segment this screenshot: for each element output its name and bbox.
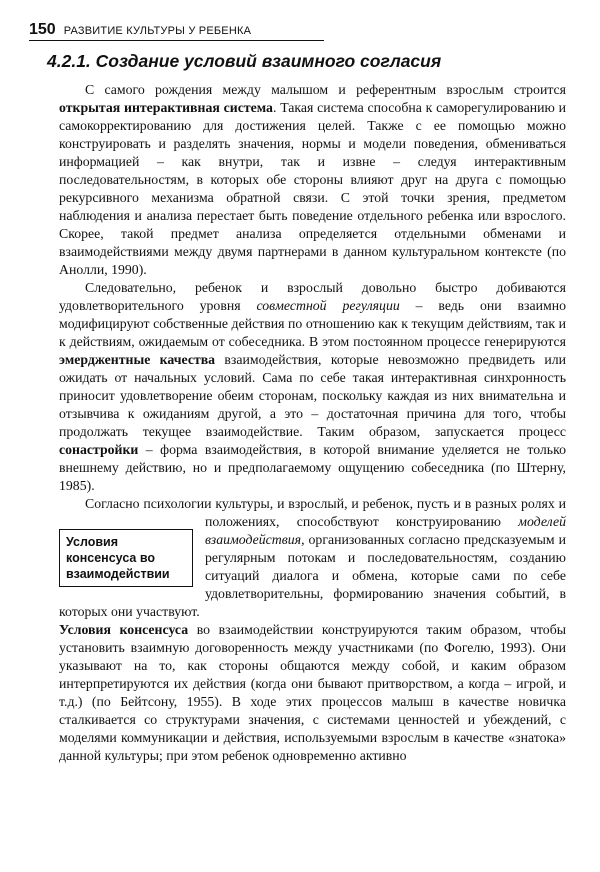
- text-run: – форма взаимодействия, в которой внимание уделяется не только внешнему действию, но и предполагаемому ощущению собеседника (по Штерну, 1985).: [59, 442, 566, 493]
- text-run: , организованных согласно предсказуемым и регулярным потокам и последовательностям, созданию ситуаций диалога и обмена, которые сами по себе удовлетворительны, формированию значения событий, в которых они участвуют.: [59, 532, 566, 619]
- bold-term-attunement: сонастройки: [59, 442, 139, 457]
- text-run: . Такая система способна к саморегулированию и самокорректированию для достижения целей. Также с ее помощью можно конструировать и разделять значения, нормы и модели поведения, обмениваться информацией – как внутри, так и извне – следуя интерактивным последовательностям, в которых обе стороны влияют друг на друга с помощью рекурсивного механизма обратной связи. С этой точки зрения, предметом наблюдения и анализа перестает быть поведение отдельного ребенка или взрослого. Скорее, такой предмет анализа определяется отдельными обменами и взаимодействиями между двумя партнерами в данном культуральном контексте (по Анолли, 1990).: [59, 100, 566, 277]
- bold-term-consensus-conditions: Условия консенсуса: [59, 622, 189, 637]
- text-run: Следовательно, ребенок и взрослый довольно быстро добиваются удовлетворительного уровня: [59, 280, 566, 313]
- header-rule: [29, 40, 324, 41]
- paragraph-2: [59, 279, 566, 495]
- running-title: РАЗВИТИЕ КУЛЬТУРЫ У РЕБЕНКА: [63, 25, 252, 37]
- paragraph-4: [59, 621, 566, 765]
- italic-term-joint-regulation: совместной регуляции: [256, 298, 400, 313]
- bold-term-open-interactive-system: открытая интерактивная система: [59, 100, 273, 115]
- bold-term-emergent-qualities: эмерджентные качества: [59, 352, 216, 367]
- body-text: [59, 81, 566, 765]
- text-run: взаимодействия, которые невозможно предвидеть или ожидать от начальных условий. Сама по себе такая интерактивная синхронность приносит удовлетворение обеим сторонам, поскольку каждая из них внимательна и отзывчива к ожиданиям другой, а это – достаточная причина для того, чтобы продолжать текущее взаимодействие. Таким образом, запускается процесс: [59, 352, 566, 439]
- text-run: во взаимодействии конструируются таким образом, чтобы установить взаимную договоренность между участниками (по Фогелю, 1993). Они указывают на то, как стороны общаются между собой, и каким образом интерпретируются их действия (когда они бывают притворством, а когда – игрой, и т.д.) (по Бейтсону, 1955). В ходе этих процессов малыш в качестве новичка сталкивается со структурами значения, с системами ценностей и убеждений, с моделями коммуникации и действия, используемыми взрослым в качестве «знатока» данной культуры; при этом ребенок одновременно активно: [59, 622, 566, 763]
- page-header: [29, 18, 569, 38]
- paragraph-3: [59, 495, 566, 621]
- margin-note-box: Условия консенсуса во взаимодействии: [59, 529, 193, 587]
- paragraph-1: [59, 81, 566, 279]
- text-run: – ведь они взаимно модифицируют собственные действия по отношению как к текущим действиям, так и к действиям, ожидаемым от собеседника. В этом постоянном процессе генерируются: [59, 298, 566, 349]
- text-run: Согласно психологии культуры, и взрослый, и ребенок, пусть и в разных ролях и положениях, способствуют конструированию: [85, 496, 566, 529]
- section-title: 4.2.1. Создание условий взаимного согласия: [47, 51, 442, 71]
- italic-term-interaction-models: моделей взаимодействия: [205, 514, 566, 547]
- text-run: С самого рождения между малышом и референтным взрослым строится: [85, 82, 566, 97]
- page-number: 150: [29, 21, 56, 38]
